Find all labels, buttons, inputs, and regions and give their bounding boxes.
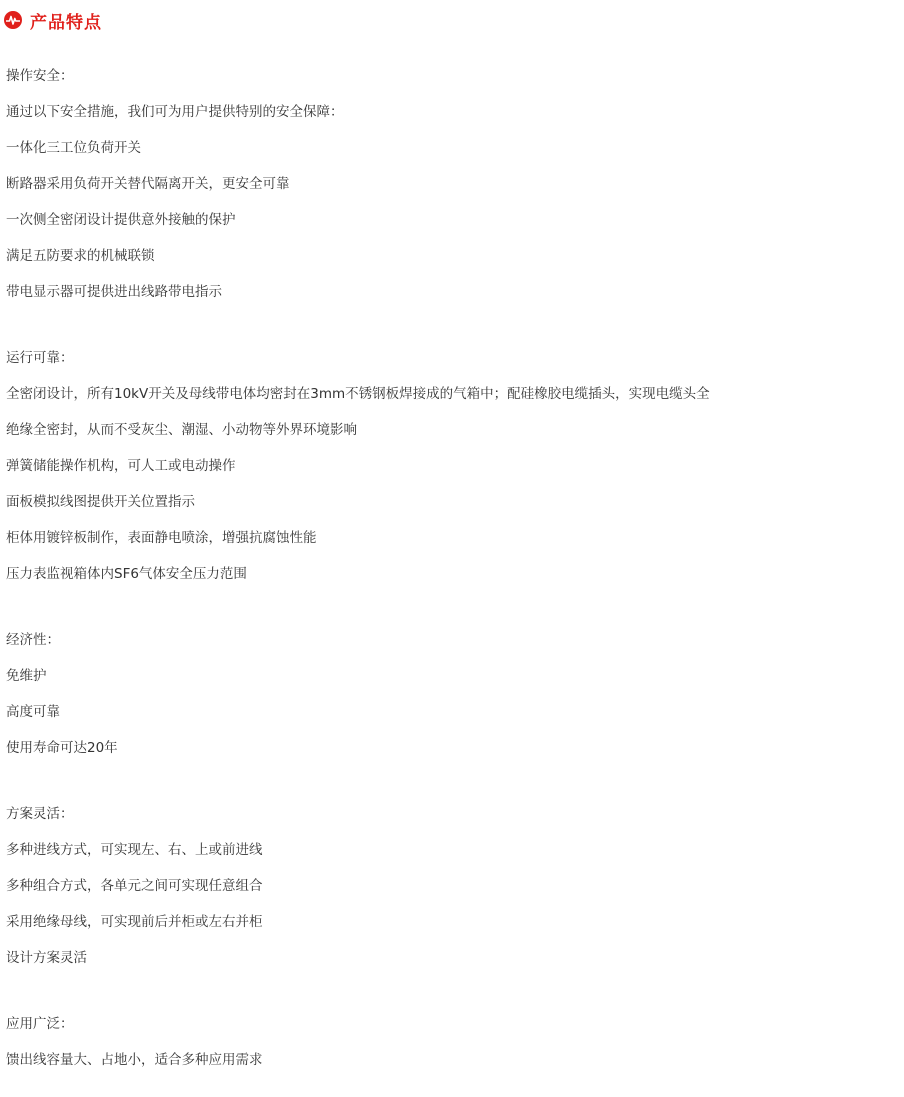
list-item: 面板模拟线图提供开关位置指示 [6, 494, 195, 510]
section-header [4, 8, 102, 32]
section-spacer [6, 976, 896, 1006]
list-item: 多种组合方式，各单元之间可实现任意组合 [6, 878, 263, 894]
list-item: 通过以下安全措施，我们可为用户提供特别的安全保障： [6, 104, 344, 120]
list-item: 使用寿命可达20年 [6, 740, 118, 756]
list-item: 一体化三工位负荷开关 [6, 140, 141, 156]
list-item: 馈出线容量大、占地小，适合多种应用需求 [6, 1052, 263, 1068]
list-item: 高度可靠 [6, 704, 60, 720]
pulse-icon [4, 11, 22, 29]
feature-list [6, 58, 896, 1078]
list-item: 设计方案灵活 [6, 950, 87, 966]
list-item: 多种进线方式，可实现左、右、上或前进线 [6, 842, 263, 858]
list-item: 免维护 [6, 668, 47, 684]
list-item: 满足五防要求的机械联锁 [6, 248, 155, 264]
list-item: 绝缘全密封，从而不受灰尘、潮湿、小动物等外界环境影响 [6, 422, 357, 438]
list-item: 柜体用镀锌板制作，表面静电喷涂，增强抗腐蚀性能 [6, 530, 317, 546]
list-item: 一次侧全密闭设计提供意外接触的保护 [6, 212, 236, 228]
list-item: 压力表监视箱体内SF6气体安全压力范围 [6, 566, 247, 582]
page-title: 产品特点 [30, 12, 102, 33]
section-heading-operation-safety: 操作安全： [6, 68, 74, 84]
section-spacer [6, 310, 896, 340]
section-heading-reliable-operation: 运行可靠： [6, 350, 74, 366]
section-spacer [6, 592, 896, 622]
section-heading-economy: 经济性： [6, 632, 60, 648]
section-heading-flexible-schemes: 方案灵活： [6, 806, 74, 822]
list-item: 采用绝缘母线，可实现前后并柜或左右并柜 [6, 914, 263, 930]
list-item: 全密闭设计，所有10kV开关及母线带电体均密封在3mm不锈钢板焊接成的气箱中；配硅橡胶电缆插头，实现电缆头全 [6, 386, 710, 402]
section-heading-wide-application: 应用广泛： [6, 1016, 74, 1032]
list-item: 断路器采用负荷开关替代隔离开关，更安全可靠 [6, 176, 290, 192]
section-spacer [6, 766, 896, 796]
list-item: 弹簧储能操作机构，可人工或电动操作 [6, 458, 236, 474]
list-item: 带电显示器可提供进出线路带电指示 [6, 284, 222, 300]
